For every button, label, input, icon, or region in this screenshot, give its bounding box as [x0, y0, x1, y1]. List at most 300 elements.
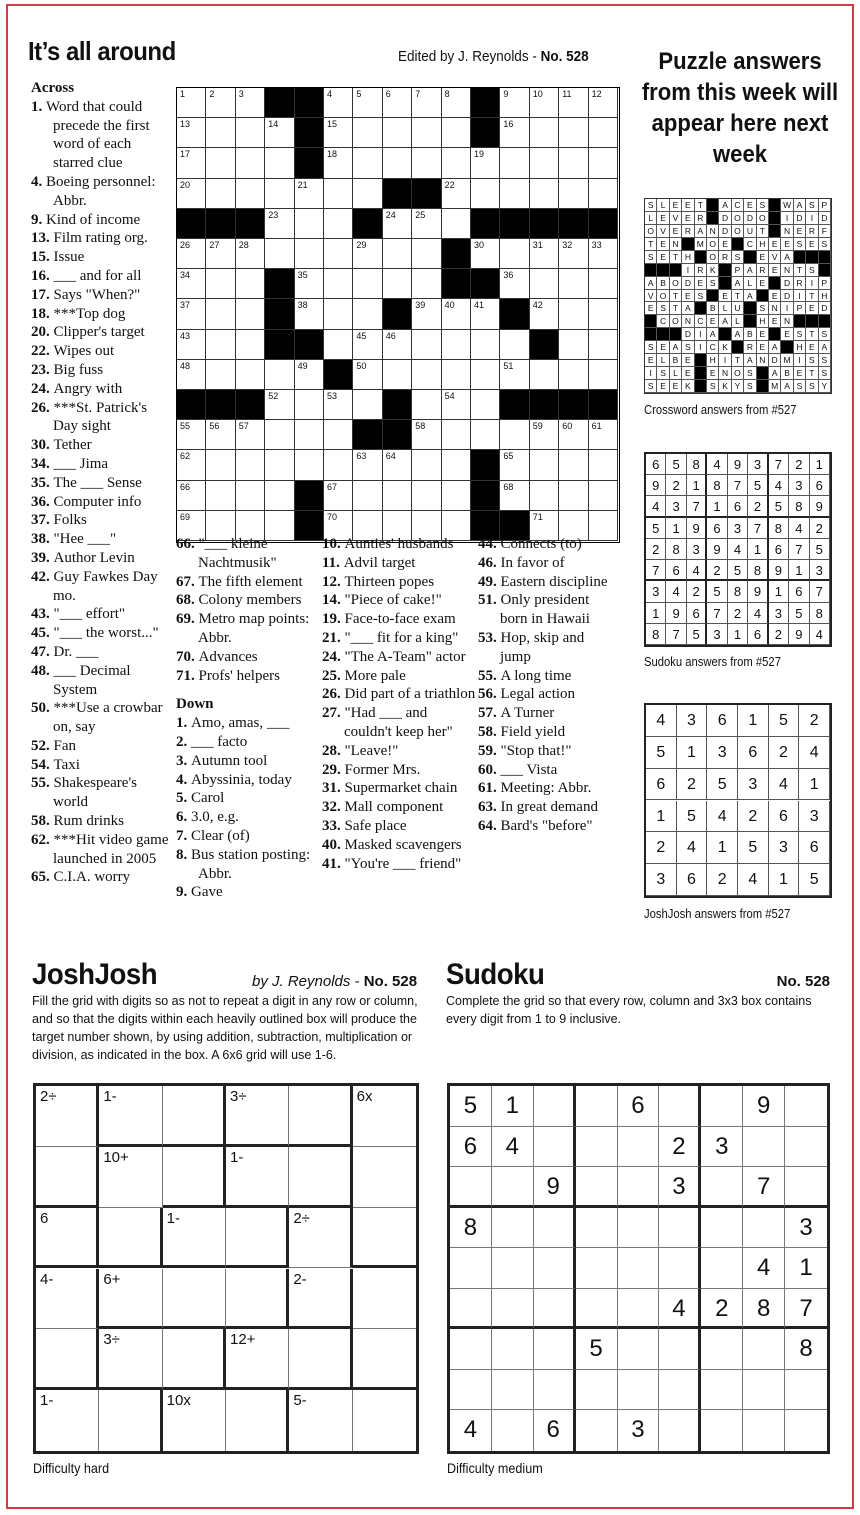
crossword-cell[interactable] [177, 420, 206, 450]
crossword-cell[interactable] [442, 118, 471, 148]
crossword-cell[interactable] [353, 179, 382, 209]
sudoku-cell[interactable] [492, 1329, 534, 1370]
crossword-cell[interactable] [559, 148, 588, 178]
crossword-cell[interactable] [442, 481, 471, 511]
crossword-cell[interactable] [265, 239, 294, 269]
clue-number: 1. [31, 98, 46, 115]
crossword-cell[interactable] [530, 360, 559, 390]
sudoku-cell[interactable] [785, 1167, 827, 1208]
joshjosh-cell[interactable] [226, 1086, 289, 1147]
answer-block [719, 328, 731, 341]
sudoku-cell[interactable] [618, 1329, 660, 1370]
joshjosh-cell[interactable] [99, 1269, 162, 1330]
crossword-cell[interactable] [500, 118, 529, 148]
crossword-cell[interactable] [559, 239, 588, 269]
answer-cell: T [670, 302, 682, 315]
sudoku-cell[interactable] [785, 1086, 827, 1127]
joshjosh-cell[interactable] [163, 1208, 226, 1269]
crossword-cell[interactable] [265, 118, 294, 148]
crossword-cell[interactable] [177, 239, 206, 269]
crossword-grid[interactable] [176, 87, 620, 543]
crossword-cell[interactable] [589, 239, 618, 269]
crossword-cell[interactable] [236, 481, 265, 511]
crossword-cell[interactable] [471, 360, 500, 390]
clue-item [31, 549, 173, 568]
crossword-cell[interactable] [265, 390, 294, 420]
clue-text: "Hee ___" [53, 531, 117, 548]
clue-text: Film rating org. [53, 230, 148, 247]
sudoku-cell[interactable] [576, 1167, 618, 1208]
crossword-cell[interactable] [353, 148, 382, 178]
crossword-cell[interactable] [442, 360, 471, 390]
crossword-cell[interactable] [353, 450, 382, 480]
cage-clue: 2÷ [293, 1209, 310, 1227]
sudoku-cell[interactable] [450, 1329, 492, 1370]
crossword-cell[interactable] [236, 450, 265, 480]
clue-item [31, 436, 173, 455]
sudoku-cell[interactable] [618, 1127, 660, 1168]
crossword-cell[interactable] [324, 269, 353, 299]
joshjosh-cell[interactable] [36, 1269, 99, 1330]
sudoku-cell[interactable] [492, 1248, 534, 1289]
sudoku-cell[interactable] [450, 1248, 492, 1289]
sudoku-cell[interactable] [618, 1167, 660, 1208]
crossword-cell[interactable] [530, 269, 559, 299]
sudoku-cell[interactable] [534, 1127, 576, 1168]
sudoku-cell[interactable] [659, 1410, 701, 1451]
crossword-cell[interactable] [383, 118, 412, 148]
crossword-cell[interactable] [353, 360, 382, 390]
sudoku-cell[interactable] [701, 1248, 743, 1289]
crossword-cell[interactable] [206, 118, 235, 148]
crossword-cell[interactable] [324, 88, 353, 118]
crossword-cell[interactable] [530, 481, 559, 511]
crossword-cell[interactable] [177, 148, 206, 178]
crossword-cell[interactable] [324, 420, 353, 450]
crossword-cell[interactable] [177, 88, 206, 118]
crossword-cell[interactable] [530, 179, 559, 209]
crossword-cell[interactable] [177, 118, 206, 148]
sudoku-cell[interactable] [743, 1127, 785, 1168]
crossword-cell[interactable] [324, 118, 353, 148]
sudoku-cell[interactable] [576, 1248, 618, 1289]
crossword-cell[interactable] [236, 360, 265, 390]
joshjosh-cell[interactable] [353, 1086, 416, 1147]
crossword-cell[interactable] [412, 481, 441, 511]
crossword-cell[interactable] [471, 148, 500, 178]
crossword-cell[interactable] [442, 330, 471, 360]
answer-digit: 5 [707, 769, 738, 801]
crossword-cell[interactable] [206, 330, 235, 360]
crossword-cell[interactable] [206, 179, 235, 209]
sudoku-cell[interactable] [618, 1289, 660, 1330]
crossword-cell[interactable] [442, 179, 471, 209]
crossword-cell[interactable] [471, 239, 500, 269]
clue-number: 12. [322, 573, 345, 590]
crossword-cell[interactable] [442, 148, 471, 178]
crossword-cell[interactable] [236, 118, 265, 148]
crossword-cell[interactable] [177, 330, 206, 360]
answer-digit: 7 [748, 518, 768, 539]
joshjosh-cell[interactable] [226, 1329, 289, 1390]
crossword-cell[interactable] [412, 239, 441, 269]
crossword-cell[interactable] [324, 450, 353, 480]
crossword-cell[interactable] [559, 88, 588, 118]
cell-number: 46 [385, 330, 396, 341]
sudoku-cell[interactable] [701, 1167, 743, 1208]
crossword-cell[interactable] [530, 420, 559, 450]
crossword-cell[interactable] [530, 239, 559, 269]
crossword-cell[interactable] [383, 360, 412, 390]
crossword-cell[interactable] [265, 179, 294, 209]
crossword-cell[interactable] [412, 360, 441, 390]
joshjosh-cell[interactable] [353, 1147, 416, 1208]
joshjosh-cell[interactable] [163, 1086, 226, 1147]
crossword-cell[interactable] [295, 360, 324, 390]
crossword-cell[interactable] [353, 239, 382, 269]
joshjosh-cell[interactable] [36, 1086, 99, 1147]
joshjosh-byline [252, 973, 417, 990]
joshjosh-cell[interactable] [289, 1329, 352, 1390]
crossword-cell[interactable] [236, 148, 265, 178]
sudoku-cell[interactable] [618, 1208, 660, 1249]
crossword-cell[interactable] [589, 88, 618, 118]
crossword-cell[interactable] [206, 481, 235, 511]
sudoku-cell[interactable] [659, 1370, 701, 1411]
joshjosh-cell[interactable] [99, 1147, 162, 1208]
answer-digit: 7 [707, 603, 727, 624]
crossword-cell[interactable] [324, 481, 353, 511]
crossword-cell[interactable] [589, 481, 618, 511]
crossword-cell[interactable] [471, 330, 500, 360]
clue-number: 55. [31, 775, 54, 792]
joshjosh-cell[interactable] [36, 1390, 99, 1451]
crossword-cell[interactable] [206, 360, 235, 390]
crossword-cell[interactable] [589, 299, 618, 329]
joshjosh-cell[interactable] [163, 1329, 226, 1390]
joshjosh-cell[interactable] [289, 1208, 352, 1269]
crossword-cell[interactable] [500, 330, 529, 360]
sudoku-cell[interactable] [576, 1086, 618, 1127]
cell-number: 59 [532, 421, 543, 432]
joshjosh-cell[interactable] [353, 1329, 416, 1390]
crossword-cell[interactable] [412, 209, 441, 239]
crossword-cell[interactable] [295, 390, 324, 420]
joshjosh-cell[interactable] [289, 1147, 352, 1208]
crossword-cell[interactable] [383, 148, 412, 178]
answer-cell: S [645, 251, 657, 264]
crossword-cell[interactable] [353, 269, 382, 299]
crossword-cell[interactable] [412, 390, 441, 420]
crossword-cell[interactable] [442, 88, 471, 118]
crossword-cell[interactable] [236, 269, 265, 299]
crossword-cell[interactable] [500, 450, 529, 480]
joshjosh-cell[interactable] [226, 1147, 289, 1208]
crossword-cell[interactable] [559, 450, 588, 480]
crossword-cell[interactable] [206, 269, 235, 299]
crossword-cell[interactable] [589, 330, 618, 360]
crossword-cell[interactable] [442, 420, 471, 450]
crossword-cell[interactable] [206, 148, 235, 178]
crossword-cell[interactable] [324, 239, 353, 269]
crossword-cell[interactable] [500, 481, 529, 511]
sudoku-cell[interactable] [492, 1167, 534, 1208]
joshjosh-cell[interactable] [353, 1390, 416, 1451]
crossword-cell[interactable] [353, 330, 382, 360]
joshjosh-cell[interactable] [226, 1208, 289, 1269]
crossword-cell[interactable] [324, 390, 353, 420]
crossword-cell[interactable] [442, 299, 471, 329]
sudoku-cell[interactable] [659, 1208, 701, 1249]
crossword-cell[interactable] [559, 299, 588, 329]
crossword-cell[interactable] [353, 88, 382, 118]
crossword-cell[interactable] [500, 179, 529, 209]
crossword-cell[interactable] [383, 209, 412, 239]
sudoku-cell[interactable] [576, 1410, 618, 1451]
answer-cell: S [732, 251, 744, 264]
sudoku-cell[interactable] [743, 1208, 785, 1249]
sudoku-cell[interactable] [576, 1370, 618, 1411]
sudoku-cell[interactable] [492, 1370, 534, 1411]
joshjosh-cell[interactable] [289, 1390, 352, 1451]
crossword-cell[interactable] [295, 269, 324, 299]
crossword-cell[interactable] [383, 239, 412, 269]
crossword-cell[interactable] [383, 481, 412, 511]
joshjosh-grid[interactable] [33, 1083, 419, 1454]
crossword-cell[interactable] [471, 420, 500, 450]
joshjosh-cell[interactable] [289, 1086, 352, 1147]
sudoku-cell[interactable] [743, 1370, 785, 1411]
crossword-cell[interactable] [383, 450, 412, 480]
cell-number: 29 [356, 240, 367, 250]
crossword-cell[interactable] [412, 118, 441, 148]
crossword-cell[interactable] [295, 299, 324, 329]
crossword-cell[interactable] [589, 179, 618, 209]
crossword-cell[interactable] [442, 450, 471, 480]
crossword-cell[interactable] [295, 179, 324, 209]
joshjosh-cell[interactable] [99, 1329, 162, 1390]
crossword-cell[interactable] [383, 330, 412, 360]
sudoku-cell[interactable] [492, 1289, 534, 1330]
crossword-cell[interactable] [589, 118, 618, 148]
sudoku-cell[interactable] [534, 1329, 576, 1370]
crossword-cell[interactable] [530, 450, 559, 480]
sudoku-cell[interactable] [743, 1410, 785, 1451]
joshjosh-cell[interactable] [99, 1208, 162, 1269]
crossword-cell[interactable] [471, 390, 500, 420]
crossword-cell[interactable] [353, 481, 382, 511]
crossword-cell[interactable] [206, 420, 235, 450]
answer-cell: A [781, 251, 793, 264]
sudoku-cell[interactable] [618, 1248, 660, 1289]
joshjosh-cell[interactable] [163, 1390, 226, 1451]
joshjosh-cell[interactable] [99, 1390, 162, 1451]
crossword-cell[interactable] [324, 330, 353, 360]
crossword-cell[interactable] [236, 179, 265, 209]
sudoku-cell[interactable] [659, 1248, 701, 1289]
clue-number: 23. [31, 361, 54, 378]
crossword-cell[interactable] [589, 360, 618, 390]
crossword-cell[interactable] [353, 390, 382, 420]
crossword-cell[interactable] [559, 179, 588, 209]
crossword-cell[interactable] [206, 450, 235, 480]
sudoku-cell[interactable] [659, 1086, 701, 1127]
sudoku-cell[interactable] [576, 1127, 618, 1168]
sudoku-cell[interactable] [450, 1370, 492, 1411]
crossword-cell[interactable] [559, 118, 588, 148]
crossword-cell[interactable] [295, 209, 324, 239]
crossword-cell[interactable] [412, 330, 441, 360]
sudoku-cell[interactable] [534, 1289, 576, 1330]
crossword-cell[interactable] [559, 420, 588, 450]
sudoku-cell[interactable] [576, 1289, 618, 1330]
joshjosh-cell[interactable] [99, 1086, 162, 1147]
sudoku-cell[interactable] [701, 1329, 743, 1370]
cage-clue: 2÷ [40, 1088, 57, 1105]
sudoku-cell[interactable] [701, 1370, 743, 1411]
clue-number: 5. [176, 790, 191, 807]
crossword-cell[interactable] [177, 360, 206, 390]
crossword-cell[interactable] [412, 450, 441, 480]
joshjosh-cell[interactable] [289, 1269, 352, 1330]
joshjosh-cell[interactable] [163, 1269, 226, 1330]
crossword-cell[interactable] [530, 299, 559, 329]
clue-text: Issue [53, 249, 85, 266]
answer-cell: O [645, 225, 657, 238]
joshjosh-cell[interactable] [36, 1208, 99, 1269]
crossword-cell[interactable] [324, 148, 353, 178]
crossword-cell[interactable] [236, 330, 265, 360]
answer-digit: 5 [799, 864, 830, 896]
sudoku-cell[interactable] [618, 1370, 660, 1411]
crossword-cell[interactable] [265, 420, 294, 450]
crossword-cell[interactable] [236, 299, 265, 329]
joshjosh-cell[interactable] [353, 1208, 416, 1269]
crossword-cell[interactable] [500, 420, 529, 450]
crossword-cell[interactable] [559, 481, 588, 511]
crossword-cell[interactable] [500, 148, 529, 178]
crossword-cell[interactable] [236, 239, 265, 269]
sudoku-cell[interactable] [659, 1329, 701, 1370]
crossword-cell[interactable] [589, 269, 618, 299]
crossword-cell[interactable] [559, 269, 588, 299]
crossword-cell[interactable] [412, 299, 441, 329]
crossword-cell[interactable] [236, 88, 265, 118]
crossword-cell[interactable] [236, 420, 265, 450]
sudoku-cell[interactable] [534, 1248, 576, 1289]
cell-number: 23 [268, 209, 279, 220]
crossword-cell[interactable] [265, 360, 294, 390]
sudoku-cell[interactable] [785, 1410, 827, 1451]
crossword-cell[interactable] [383, 88, 412, 118]
crossword-cell[interactable] [177, 299, 206, 329]
crossword-cell[interactable] [324, 179, 353, 209]
sudoku-given: 6 [618, 1086, 660, 1127]
crossword-cell[interactable] [265, 148, 294, 178]
crossword-cell[interactable] [177, 179, 206, 209]
crossword-cell[interactable] [324, 299, 353, 329]
answer-cell: A [769, 341, 781, 354]
crossword-cell[interactable] [471, 299, 500, 329]
joshjosh-cell[interactable] [36, 1329, 99, 1390]
answer-cell: R [757, 264, 769, 277]
crossword-cell[interactable] [177, 269, 206, 299]
crossword-cell[interactable] [265, 209, 294, 239]
crossword-cell[interactable] [442, 390, 471, 420]
crossword-cell[interactable] [500, 239, 529, 269]
sudoku-cell[interactable] [576, 1208, 618, 1249]
crossword-cell[interactable] [177, 450, 206, 480]
crossword-cell[interactable] [206, 299, 235, 329]
sudoku-grid[interactable] [447, 1083, 830, 1454]
sudoku-cell[interactable] [701, 1410, 743, 1451]
crossword-cell[interactable] [295, 450, 324, 480]
crossword-cell[interactable] [442, 209, 471, 239]
crossword-cell[interactable] [206, 88, 235, 118]
crossword-cell[interactable] [471, 179, 500, 209]
crossword-cell[interactable] [265, 481, 294, 511]
sudoku-cell[interactable] [492, 1208, 534, 1249]
clue-text: ***Use a crowbar on, say [53, 700, 163, 736]
crossword-cell[interactable] [412, 88, 441, 118]
sudoku-cell[interactable] [534, 1370, 576, 1411]
sudoku-cell[interactable] [450, 1167, 492, 1208]
sudoku-cell[interactable] [785, 1127, 827, 1168]
clue-item [31, 286, 173, 305]
sudoku-cell[interactable] [450, 1289, 492, 1330]
joshjosh-cell[interactable] [226, 1390, 289, 1451]
crossword-cell[interactable] [412, 148, 441, 178]
sudoku-cell[interactable] [785, 1370, 827, 1411]
crossword-cell[interactable] [589, 420, 618, 450]
joshjosh-cell[interactable] [163, 1147, 226, 1208]
sudoku-cell[interactable] [743, 1329, 785, 1370]
clue-text: Face-to-face exam [344, 611, 456, 628]
sudoku-cell[interactable] [701, 1086, 743, 1127]
crossword-cell[interactable] [559, 360, 588, 390]
joshjosh-difficulty: Difficulty hard [33, 1460, 110, 1476]
crossword-cell[interactable] [295, 239, 324, 269]
crossword-cell[interactable] [206, 239, 235, 269]
crossword-cell[interactable] [530, 118, 559, 148]
crossword-cell[interactable] [177, 481, 206, 511]
joshjosh-cell[interactable] [36, 1147, 99, 1208]
crossword-cell[interactable] [500, 360, 529, 390]
sudoku-cell[interactable] [534, 1086, 576, 1127]
crossword-cell[interactable] [500, 88, 529, 118]
crossword-cell[interactable] [265, 450, 294, 480]
crossword-cell[interactable] [353, 299, 382, 329]
joshjosh-cell[interactable] [226, 1269, 289, 1330]
sudoku-cell[interactable] [701, 1208, 743, 1249]
crossword-cell[interactable] [530, 148, 559, 178]
crossword-block [295, 148, 324, 178]
crossword-cell[interactable] [412, 420, 441, 450]
joshjosh-cell[interactable] [353, 1269, 416, 1330]
sudoku-cell[interactable] [492, 1410, 534, 1451]
crossword-cell[interactable] [500, 269, 529, 299]
crossword-cell[interactable] [559, 330, 588, 360]
crossword-cell[interactable] [589, 148, 618, 178]
crossword-cell[interactable] [412, 269, 441, 299]
crossword-cell[interactable] [589, 450, 618, 480]
sudoku-cell[interactable] [534, 1208, 576, 1249]
crossword-cell[interactable] [353, 118, 382, 148]
crossword-cell[interactable] [295, 420, 324, 450]
crossword-cell[interactable] [530, 88, 559, 118]
crossword-cell[interactable] [324, 209, 353, 239]
crossword-cell[interactable] [383, 269, 412, 299]
